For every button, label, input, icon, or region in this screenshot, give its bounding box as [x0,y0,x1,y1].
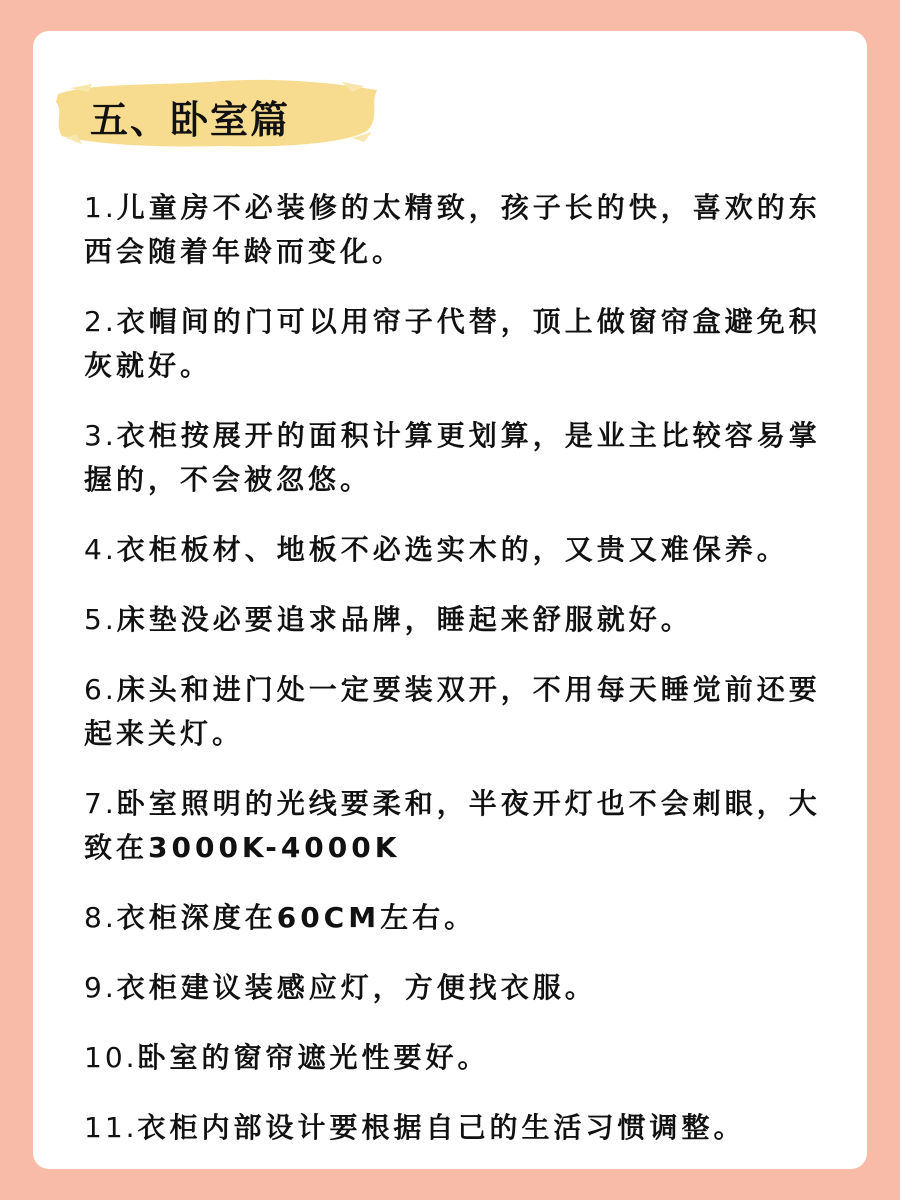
item-text: 衣柜深度在60CM左右。 [116,901,477,934]
item-text: 衣柜建议装感应灯，方便找衣服。 [116,971,597,1004]
item-text: 卧室的窗帘遮光性要好。 [137,1041,490,1074]
item-number: 11. [84,1111,138,1144]
item-number: 3. [84,419,117,452]
list-item [84,668,824,756]
list-item [84,300,824,388]
item-text: 床垫没必要追求品牌，睡起来舒服就好。 [116,603,693,636]
item-number: 9. [84,971,117,1004]
item-number: 4. [84,533,117,566]
list-item [84,528,824,572]
list-item [84,598,824,642]
title-highlight [52,72,382,154]
list-item [84,1106,824,1150]
item-text: 床头和进门处一定要装双开，不用每天睡觉前还要起来关灯。 [84,673,821,750]
item-number: 1. [84,191,117,224]
item-number: 8. [84,901,117,934]
item-text: 衣柜内部设计要根据自己的生活习惯调整。 [137,1111,746,1144]
item-text: 衣柜板材、地板不必选实木的，又贵又难保养。 [116,533,789,566]
item-text: 衣帽间的门可以用帘子代替，顶上做窗帘盒避免积灰就好。 [84,305,821,382]
list-item [84,966,824,1010]
list-item [84,1036,824,1080]
item-number: 5. [84,603,117,636]
list-item [84,896,824,940]
item-number: 7. [84,787,117,820]
item-number: 2. [84,305,117,338]
list-item [84,186,824,274]
tips-list [84,186,824,1176]
list-item [84,414,824,502]
item-text: 卧室照明的光线要柔和，半夜开灯也不会刺眼，大致在3000K-4000K [84,787,821,864]
list-item [84,782,824,870]
item-number: 6. [84,673,117,706]
item-number: 10. [84,1041,138,1074]
section-title: 五、卧室篇 [90,98,291,142]
item-text: 衣柜按展开的面积计算更划算，是业主比较容易掌握的，不会被忽悠。 [84,419,821,496]
item-text: 儿童房不必装修的太精致，孩子长的快，喜欢的东西会随着年龄而变化。 [84,191,821,268]
